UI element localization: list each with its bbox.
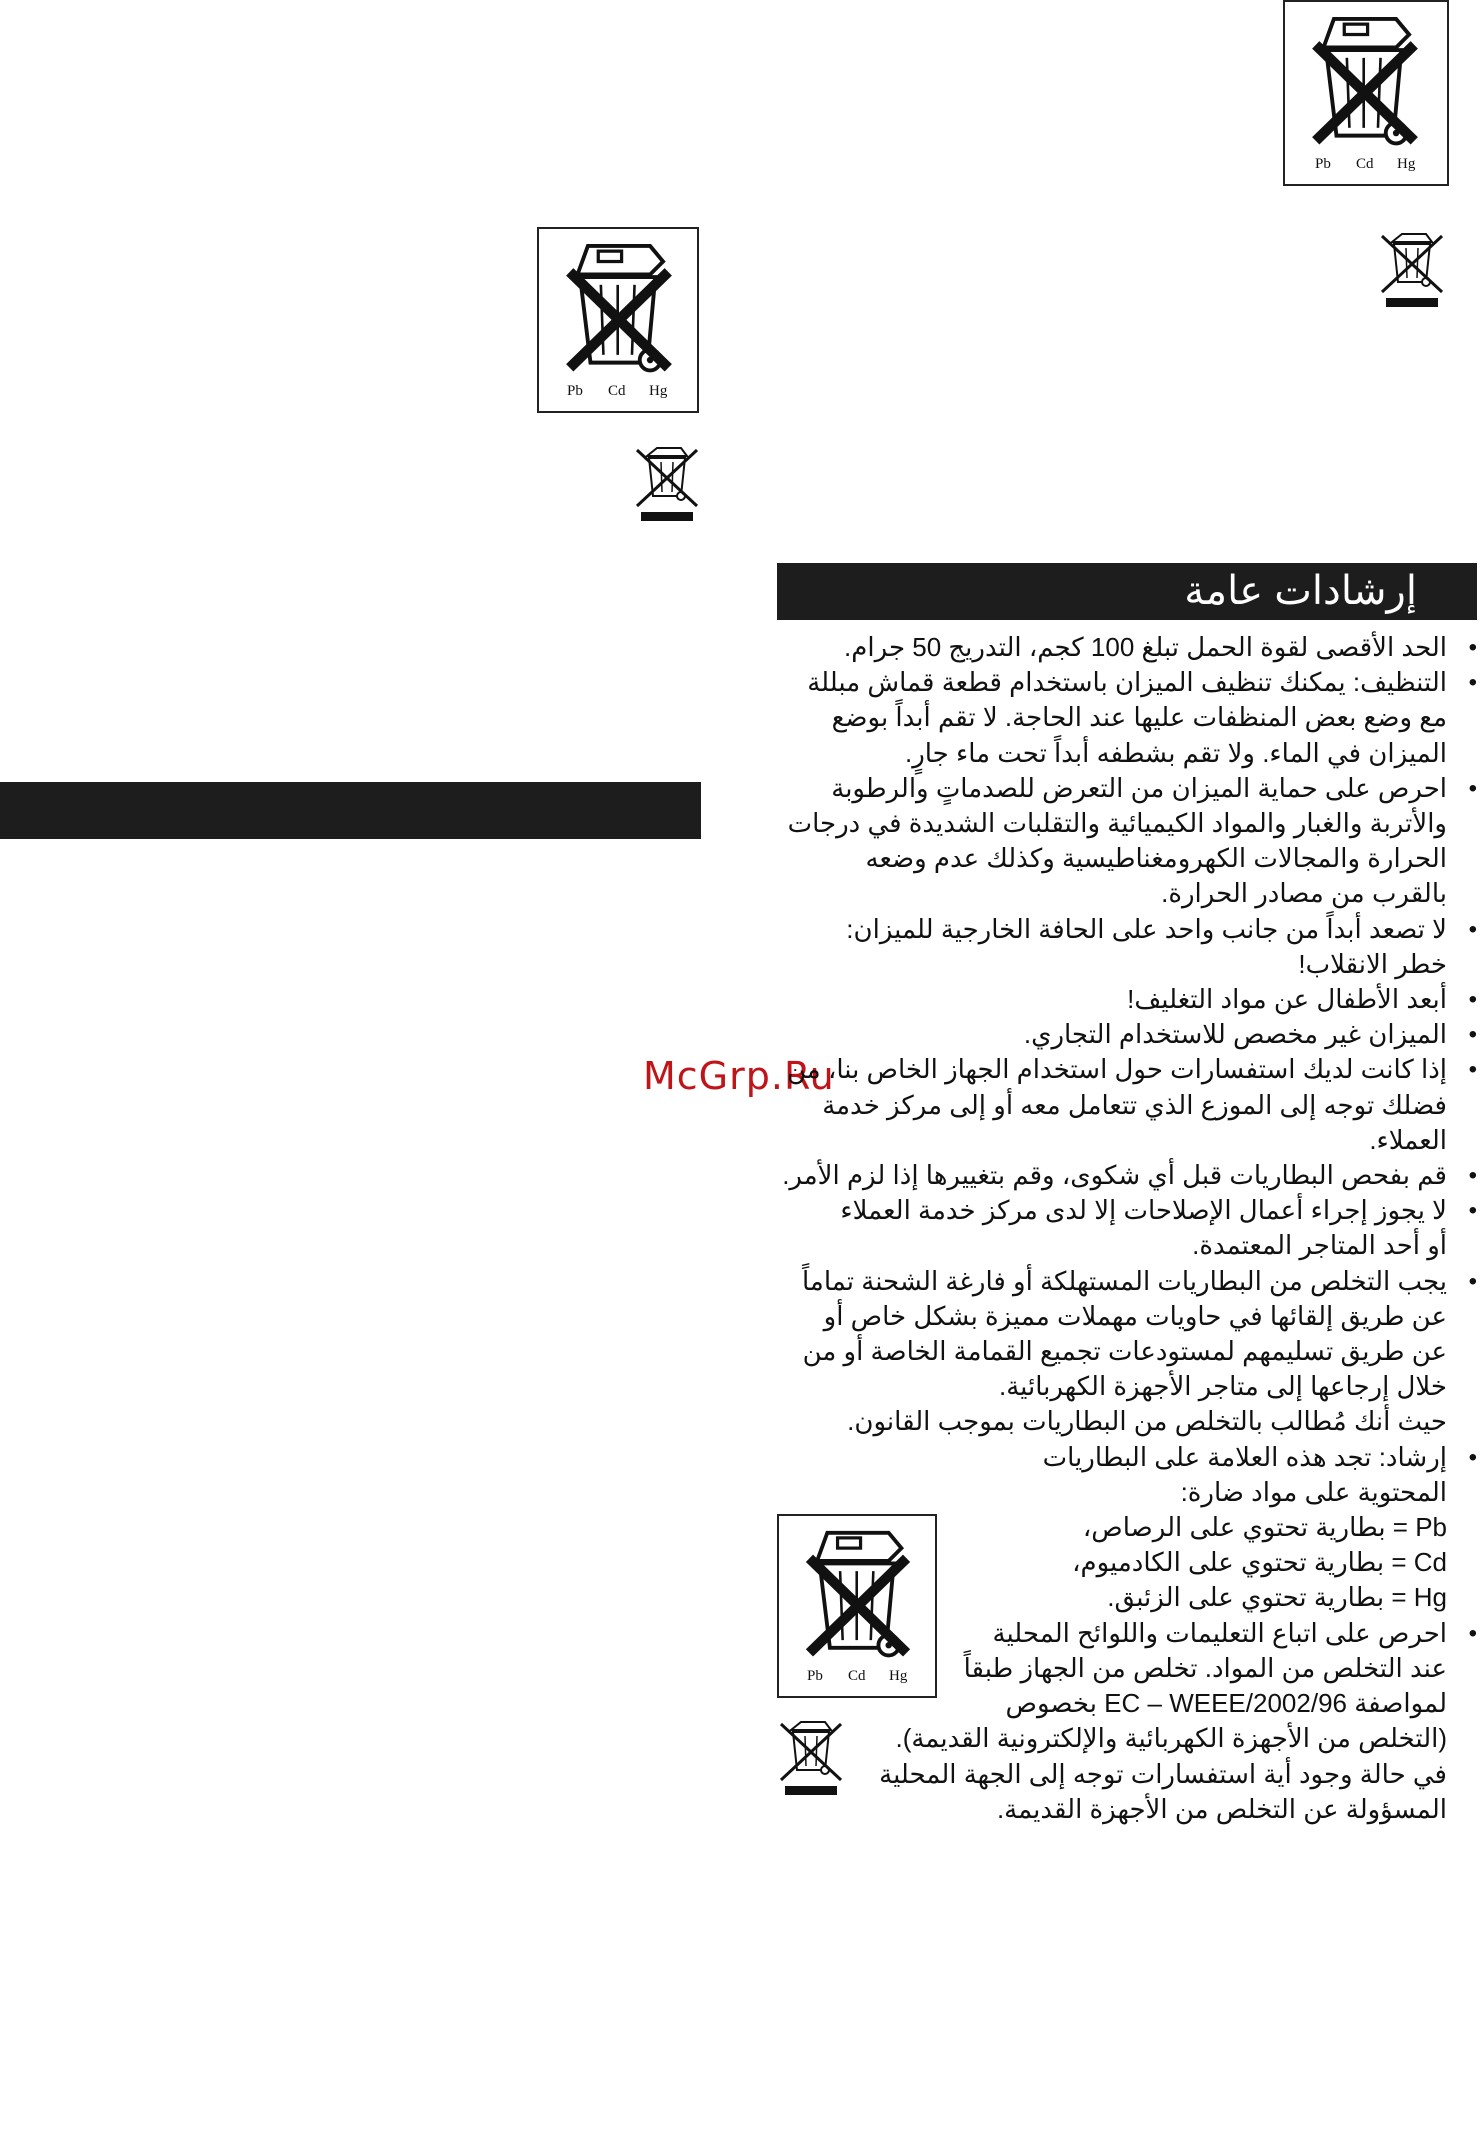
- item-text: بالقرب من مصادر الحرارة.: [1161, 878, 1447, 909]
- item-text: • لا يجوز إجراء أعمال الإصلاحات إلا لدى مركز خدمة العملاء: [840, 1195, 1447, 1226]
- crossed-wheelie-bin-icon: [777, 1720, 845, 1804]
- label-pb: Pb: [807, 1668, 823, 1684]
- item-text: (التخلص من الأجهزة الكهربائية والإلكترونية القديمة).: [895, 1723, 1447, 1754]
- item-text: • احرص على اتباع التعليمات واللوائح المحلية: [992, 1617, 1447, 1648]
- item-text: • الميزان غير مخصص للاستخدام التجاري.: [1023, 1019, 1447, 1050]
- item-text: • يجب التخلص من البطاريات المستهلكة أو فارغة الشحنة تماماً: [802, 1265, 1447, 1296]
- item-text: Hg = بطارية تحتوي على الزئبق.: [1107, 1582, 1447, 1613]
- crossed-battery-bin-icon: [559, 233, 679, 373]
- item-text: • احرص على حماية الميزان من التعرض للصدماتٍ والرطوبة: [831, 772, 1447, 803]
- item-text: لمواصفة 2002/96/EC – WEEE بخصوص: [1005, 1688, 1447, 1719]
- watermark: McGrp.Ru: [643, 1054, 835, 1098]
- item-text: فضلك توجه إلى الموزع الذي تتعامل معه أو إلى مركز خدمة: [822, 1089, 1447, 1120]
- item-text: خلال إرجاعها إلى متاجر الأجهزة الكهربائية.: [998, 1371, 1447, 1402]
- item-text: • قم بفحص البطاريات قبل أي شكوى، وقم بتغييرها إذا لزم الأمر.: [782, 1160, 1447, 1191]
- section-heading: [777, 563, 1477, 620]
- item-text: • الحد الأقصى لقوة الحمل تبلغ 100 كجم، التدريج 50 جرام.: [844, 632, 1447, 662]
- item-text: عند التخلص من المواد. تخلص من الجهاز طبقاً: [963, 1652, 1447, 1683]
- label-hg: Hg: [889, 1668, 908, 1684]
- list-item: [777, 912, 1477, 982]
- crossed-wheelie-bin-icon: [633, 446, 701, 530]
- item-text: • إذا كانت لديك استفسارات حول استخدام الجهاز الخاص بنا، من: [787, 1054, 1447, 1085]
- item-text: • أبعد الأطفال عن مواد التغليف!: [1127, 984, 1447, 1015]
- item-text: Cd = بطارية تحتوي على الكادميوم،: [1072, 1547, 1447, 1578]
- list-item: [777, 1052, 1477, 1158]
- label-cd: Cd: [848, 1668, 866, 1684]
- item-text: حيث أنك مُطالب بالتخلص من البطاريات بموجب القانون.: [847, 1406, 1447, 1437]
- list-item: [777, 1264, 1477, 1440]
- item-text: المسؤولة عن التخلص من الأجهزة القديمة.: [996, 1793, 1447, 1824]
- section-divider-bar: [0, 782, 701, 839]
- label-pb: Pb: [567, 383, 583, 399]
- label-cd: Cd: [608, 383, 626, 399]
- crossed-battery-bin-icon: [1305, 6, 1425, 146]
- list-item: [777, 771, 1477, 912]
- item-text: الميزان في الماء. ولا تقم بشطفه أبداً تحت ماء جارٍ.: [904, 737, 1447, 768]
- crossed-wheelie-bin-icon: [1378, 232, 1446, 316]
- item-text: عن طريق إلقائها في حاويات مهملات مميزة بشكل خاص أو: [823, 1300, 1447, 1331]
- item-text: المحتوية على مواد ضارة:: [1180, 1476, 1447, 1507]
- list-item: [777, 665, 1477, 771]
- label-cd: Cd: [1356, 156, 1374, 172]
- list-item: [777, 1017, 1477, 1052]
- item-text: العملاء.: [1369, 1124, 1447, 1155]
- item-text: • إرشاد: تجد هذه العلامة على البطاريات: [1042, 1441, 1447, 1472]
- item-text: خطر الانقلاب!: [1298, 948, 1447, 979]
- item-text: • التنظيف: يمكنك تنظيف الميزان باستخدام قطعة قماش مبللة: [807, 667, 1447, 698]
- item-text: في حالة وجود أية استفسارات توجه إلى الجهة المحلية: [879, 1758, 1447, 1789]
- item-text: الحرارة والمجالات الكهرومغناطيسية وكذلك عدم وضعه: [865, 843, 1447, 874]
- battery-disposal-symbol-2: [537, 227, 699, 413]
- item-text: Pb = بطارية تحتوي على الرصاص،: [1082, 1512, 1447, 1543]
- section-title: إرشادات عامة: [1184, 569, 1417, 613]
- label-hg: Hg: [649, 383, 668, 399]
- item-text: عن طريق تسليمهم لمستودعات تجميع القمامة الخاصة أو من: [802, 1336, 1447, 1367]
- item-text: • لا تصعد أبداً من جانب واحد على الحافة الخارجية للميزان:: [846, 913, 1447, 944]
- item-text: أو أحد المتاجر المعتمدة.: [1192, 1230, 1447, 1261]
- label-hg: Hg: [1397, 156, 1416, 172]
- list-item: [777, 630, 1477, 665]
- label-pb: Pb: [1315, 156, 1331, 172]
- list-item: [777, 1193, 1477, 1263]
- item-text: مع وضع بعض المنظفات عليها عند الحاجة. لا تقم أبداً بوضع: [831, 702, 1447, 733]
- battery-disposal-symbol-inline: [777, 1514, 937, 1698]
- battery-disposal-symbol-1: [1283, 0, 1449, 186]
- list-item: [777, 1158, 1477, 1193]
- item-text: والأتربة والغبار والمواد الكيميائية والتقلبات الشديدة في درجات: [787, 808, 1447, 839]
- list-item: [777, 982, 1477, 1017]
- crossed-battery-bin-icon: [799, 1520, 917, 1658]
